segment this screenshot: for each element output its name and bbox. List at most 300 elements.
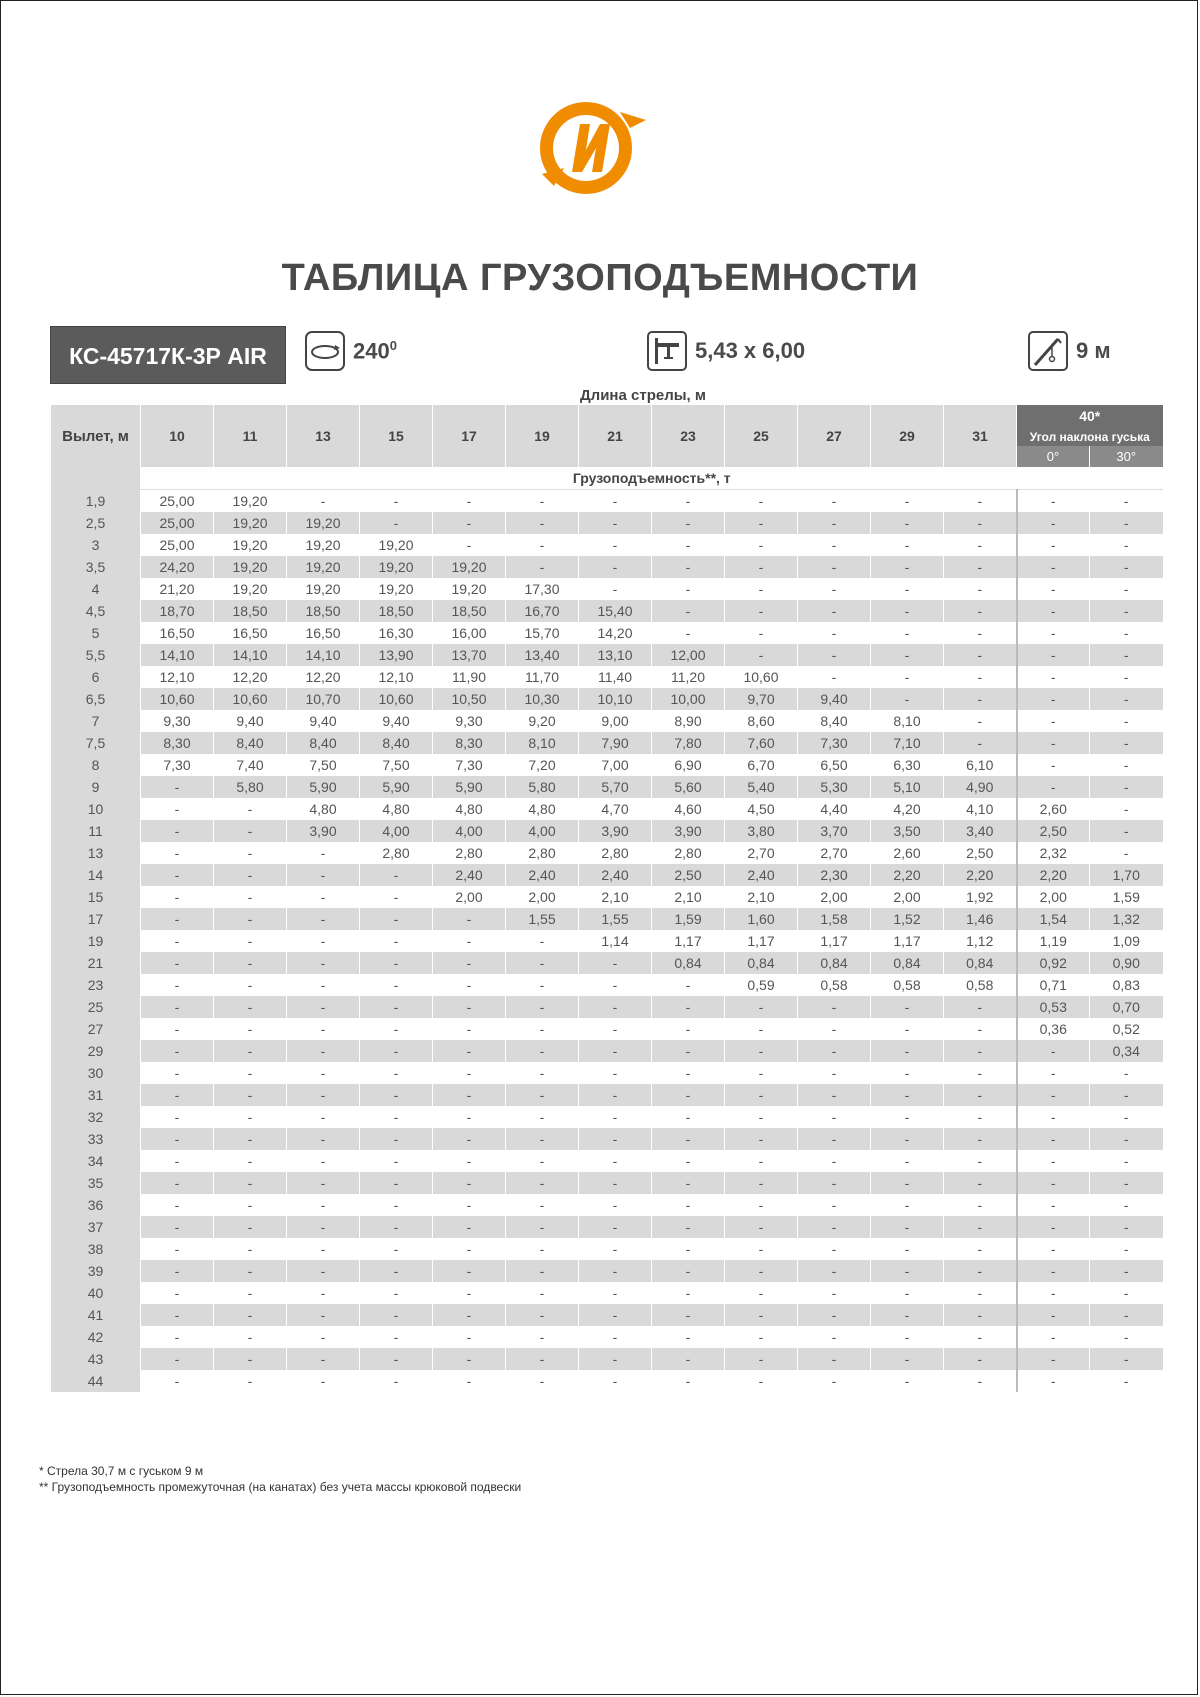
rotation-degree: 0 (389, 337, 397, 353)
jib-capacity-cell: 0,70 (1090, 996, 1163, 1018)
jib-capacity-cell: 1,09 (1090, 930, 1163, 952)
capacity-cell: - (871, 1084, 944, 1106)
capacity-cell: - (725, 1018, 798, 1040)
jib-capacity-cell: - (1017, 754, 1090, 776)
capacity-cell: - (725, 1172, 798, 1194)
capacity-cell: - (725, 512, 798, 534)
capacity-cell: 10,30 (506, 688, 579, 710)
capacity-cell: 0,58 (944, 974, 1017, 996)
capacity-cell: - (141, 930, 214, 952)
capacity-cell: - (214, 952, 287, 974)
capacity-cell: 5,60 (652, 776, 725, 798)
capacity-cell: - (433, 1216, 506, 1238)
capacity-cell: 12,20 (214, 666, 287, 688)
capacity-cell: - (798, 1084, 871, 1106)
capacity-cell: - (871, 534, 944, 556)
capacity-cell: 2,30 (798, 864, 871, 886)
capacity-cell: - (141, 1128, 214, 1150)
capacity-cell: - (506, 1282, 579, 1304)
capacity-cell: 19,20 (360, 556, 433, 578)
capacity-cell: 4,90 (944, 776, 1017, 798)
capacity-cell: - (871, 666, 944, 688)
capacity-cell: - (506, 996, 579, 1018)
jib-capacity-cell: - (1017, 1326, 1090, 1348)
capacity-cell: - (214, 1260, 287, 1282)
capacity-cell: - (944, 600, 1017, 622)
table-row (51, 864, 1163, 886)
jib-capacity-cell: 0,53 (1017, 996, 1090, 1018)
capacity-cell: - (579, 1128, 652, 1150)
capacity-cell: - (506, 1370, 579, 1392)
capacity-cell: - (433, 490, 506, 513)
capacity-cell: - (798, 490, 871, 513)
capacity-cell: - (944, 622, 1017, 644)
capacity-cell: 4,00 (360, 820, 433, 842)
jib-capacity-cell: - (1017, 1260, 1090, 1282)
jib-capacity-cell: - (1090, 1304, 1163, 1326)
capacity-cell: - (652, 578, 725, 600)
capacity-cell: - (579, 490, 652, 513)
jib-capacity-cell: - (1090, 1172, 1163, 1194)
jib-capacity-cell: - (1017, 534, 1090, 556)
capacity-cell: 7,60 (725, 732, 798, 754)
capacity-cell: - (433, 974, 506, 996)
table-row (51, 1106, 1163, 1128)
capacity-cell: - (506, 534, 579, 556)
capacity-cell: - (433, 1172, 506, 1194)
capacity-cell: 4,60 (652, 798, 725, 820)
capacity-cell: - (871, 1260, 944, 1282)
capacity-cell: - (287, 1106, 360, 1128)
capacity-cell: - (579, 534, 652, 556)
capacity-cell: - (141, 864, 214, 886)
table-row (51, 534, 1163, 556)
radius-cell: 3 (51, 534, 141, 556)
capacity-cell: - (360, 952, 433, 974)
capacity-cell: 18,50 (433, 600, 506, 622)
capacity-cell: 2,20 (944, 864, 1017, 886)
capacity-cell: - (360, 1282, 433, 1304)
capacity-cell: - (141, 1282, 214, 1304)
capacity-cell: - (944, 1260, 1017, 1282)
capacity-cell: - (141, 820, 214, 842)
capacity-cell: 7,50 (360, 754, 433, 776)
jib-capacity-cell: - (1090, 1216, 1163, 1238)
capacity-cell: - (579, 1238, 652, 1260)
capacity-cell: - (944, 1194, 1017, 1216)
rotation-value: 240 (353, 338, 390, 364)
boom-length-header: 10 (141, 405, 214, 467)
capacity-cell: - (141, 886, 214, 908)
table-row (51, 1062, 1163, 1084)
capacity-cell: - (871, 1040, 944, 1062)
capacity-cell: - (798, 644, 871, 666)
capacity-cell: - (506, 1040, 579, 1062)
jib-capacity-cell: - (1017, 1150, 1090, 1172)
capacity-cell: - (287, 1150, 360, 1172)
capacity-cell: 2,80 (579, 842, 652, 864)
capacity-cell: - (579, 1326, 652, 1348)
capacity-cell: 3,40 (944, 820, 1017, 842)
capacity-cell: 7,40 (214, 754, 287, 776)
table-row (51, 1194, 1163, 1216)
capacity-cell: 7,50 (287, 754, 360, 776)
table-row (51, 1150, 1163, 1172)
capacity-cell: 19,20 (287, 512, 360, 534)
capacity-cell: - (287, 974, 360, 996)
capacity-cell: - (506, 1260, 579, 1282)
footnote: * Стрела 30,7 м с гуськом 9 м (39, 1464, 204, 1478)
capacity-cell: - (433, 1084, 506, 1106)
capacity-cell: - (944, 1216, 1017, 1238)
jib-capacity-cell: 2,32 (1017, 842, 1090, 864)
capacity-cell: - (652, 1326, 725, 1348)
radius-cell: 9 (51, 776, 141, 798)
capacity-cell: 0,84 (798, 952, 871, 974)
model-badge: КС-45717К-3Р AIR (50, 326, 286, 384)
capacity-cell: - (433, 1128, 506, 1150)
radius-cell: 37 (51, 1216, 141, 1238)
capacity-cell: - (433, 1150, 506, 1172)
capacity-cell: 16,50 (141, 622, 214, 644)
capacity-cell: 1,58 (798, 908, 871, 930)
capacity-cell: - (944, 1282, 1017, 1304)
capacity-cell: 13,40 (506, 644, 579, 666)
radius-cell: 5 (51, 622, 141, 644)
jib-capacity-cell: - (1017, 600, 1090, 622)
capacity-cell: 8,30 (433, 732, 506, 754)
rotation-spec (305, 331, 397, 371)
capacity-cell: - (433, 1260, 506, 1282)
capacity-cell: - (944, 1348, 1017, 1370)
jib-capacity-cell: - (1017, 710, 1090, 732)
capacity-cell: - (579, 512, 652, 534)
radius-cell: 13 (51, 842, 141, 864)
capacity-cell: 11,90 (433, 666, 506, 688)
capacity-cell: 7,30 (141, 754, 214, 776)
radius-cell: 1,9 (51, 490, 141, 513)
capacity-label: Грузоподъемность**, т (141, 467, 1163, 490)
capacity-cell: - (506, 1304, 579, 1326)
capacity-cell: 16,70 (506, 600, 579, 622)
capacity-cell: 2,00 (871, 886, 944, 908)
capacity-cell: - (871, 622, 944, 644)
capacity-cell: 1,17 (652, 930, 725, 952)
capacity-cell: - (214, 908, 287, 930)
capacity-cell: - (506, 1018, 579, 1040)
table-row (51, 512, 1163, 534)
table-row (51, 556, 1163, 578)
jib-capacity-cell: - (1090, 556, 1163, 578)
capacity-cell: - (725, 1370, 798, 1392)
capacity-cell: - (287, 1084, 360, 1106)
capacity-cell: 14,10 (214, 644, 287, 666)
boom-length-header: 15 (360, 405, 433, 467)
table-row (51, 1040, 1163, 1062)
capacity-cell: - (798, 1238, 871, 1260)
capacity-cell: - (944, 1128, 1017, 1150)
capacity-cell: - (141, 1018, 214, 1040)
capacity-cell: - (360, 1326, 433, 1348)
capacity-cell: - (652, 1304, 725, 1326)
capacity-cell: 13,90 (360, 644, 433, 666)
capacity-cell: - (360, 864, 433, 886)
capacity-cell: - (360, 1348, 433, 1370)
jib-capacity-cell: - (1090, 578, 1163, 600)
capacity-cell: - (652, 556, 725, 578)
capacity-cell: - (141, 1172, 214, 1194)
capacity-cell: 14,10 (141, 644, 214, 666)
capacity-cell: - (871, 1370, 944, 1392)
capacity-cell: - (944, 1106, 1017, 1128)
capacity-cell: - (287, 490, 360, 513)
capacity-cell: - (360, 1128, 433, 1150)
capacity-cell: - (360, 1194, 433, 1216)
jib-capacity-cell: - (1017, 644, 1090, 666)
capacity-cell: - (798, 1282, 871, 1304)
capacity-cell: 8,10 (871, 710, 944, 732)
jib-capacity-cell: - (1090, 754, 1163, 776)
jib-capacity-cell: - (1090, 732, 1163, 754)
capacity-cell: - (433, 1304, 506, 1326)
capacity-cell: - (360, 1238, 433, 1260)
jib-capacity-cell: - (1090, 1326, 1163, 1348)
capacity-cell: - (141, 1238, 214, 1260)
jib-capacity-cell: - (1017, 1128, 1090, 1150)
capacity-cell: 1,17 (798, 930, 871, 952)
capacity-cell: 4,80 (433, 798, 506, 820)
capacity-cell: - (579, 1282, 652, 1304)
capacity-cell: 5,40 (725, 776, 798, 798)
jib-capacity-cell: - (1090, 1370, 1163, 1392)
table-row (51, 754, 1163, 776)
radius-header: Вылет, м (51, 405, 141, 467)
capacity-cell: - (360, 1172, 433, 1194)
capacity-cell: 13,10 (579, 644, 652, 666)
table-row (51, 798, 1163, 820)
capacity-cell: - (214, 1282, 287, 1304)
capacity-cell: 7,80 (652, 732, 725, 754)
capacity-cell: 8,40 (287, 732, 360, 754)
capacity-cell: - (944, 688, 1017, 710)
capacity-cell: 9,20 (506, 710, 579, 732)
capacity-cell: 2,80 (360, 842, 433, 864)
table-row (51, 820, 1163, 842)
capacity-cell: 3,90 (652, 820, 725, 842)
radius-cell: 29 (51, 1040, 141, 1062)
table-row (51, 490, 1163, 513)
capacity-cell: - (287, 1304, 360, 1326)
capacity-cell: - (506, 1238, 579, 1260)
capacity-cell: - (360, 1304, 433, 1326)
capacity-cell: - (287, 1260, 360, 1282)
boom-length-header: 21 (579, 405, 652, 467)
capacity-cell: - (798, 1040, 871, 1062)
capacity-cell: - (579, 1018, 652, 1040)
capacity-cell: 12,20 (287, 666, 360, 688)
capacity-cell: - (360, 974, 433, 996)
jib-capacity-cell: 1,54 (1017, 908, 1090, 930)
capacity-cell: 4,80 (287, 798, 360, 820)
capacity-cell: - (652, 1084, 725, 1106)
jib-group-header: 40* (1017, 405, 1163, 428)
table-row (51, 952, 1163, 974)
capacity-cell: - (725, 1304, 798, 1326)
capacity-cell: - (652, 490, 725, 513)
capacity-cell: - (141, 1304, 214, 1326)
capacity-cell: 3,90 (579, 820, 652, 842)
capacity-cell: 1,92 (944, 886, 1017, 908)
capacity-cell: - (287, 886, 360, 908)
jib-capacity-cell: - (1090, 688, 1163, 710)
capacity-cell: - (652, 1172, 725, 1194)
capacity-cell: - (214, 1128, 287, 1150)
capacity-cell: 0,58 (871, 974, 944, 996)
capacity-cell: - (506, 1084, 579, 1106)
capacity-cell: - (798, 512, 871, 534)
capacity-cell: - (579, 1172, 652, 1194)
capacity-cell: - (944, 1172, 1017, 1194)
capacity-cell: 5,90 (287, 776, 360, 798)
capacity-cell: - (433, 952, 506, 974)
capacity-cell: 2,40 (433, 864, 506, 886)
jib-capacity-cell: 0,90 (1090, 952, 1163, 974)
capacity-cell: - (214, 1150, 287, 1172)
capacity-cell: - (141, 1084, 214, 1106)
radius-cell: 34 (51, 1150, 141, 1172)
capacity-cell: - (141, 1106, 214, 1128)
capacity-cell: - (287, 1018, 360, 1040)
capacity-cell: - (214, 1370, 287, 1392)
jib-value: 9 м (1076, 338, 1111, 363)
jib-capacity-cell: - (1090, 710, 1163, 732)
radius-cell: 6 (51, 666, 141, 688)
capacity-cell: - (579, 1304, 652, 1326)
capacity-cell: 19,20 (214, 490, 287, 513)
capacity-cell: - (725, 600, 798, 622)
capacity-cell: - (652, 996, 725, 1018)
capacity-cell: - (579, 1150, 652, 1172)
table-row (51, 1304, 1163, 1326)
capacity-cell: - (579, 952, 652, 974)
capacity-cell: - (506, 1348, 579, 1370)
capacity-cell: 9,40 (360, 710, 433, 732)
capacity-cell: - (214, 1172, 287, 1194)
capacity-cell: 6,90 (652, 754, 725, 776)
capacity-cell: - (287, 996, 360, 1018)
jib-capacity-cell: - (1017, 1238, 1090, 1260)
capacity-cell: - (141, 1194, 214, 1216)
capacity-cell: - (798, 600, 871, 622)
capacity-cell: 9,30 (141, 710, 214, 732)
capacity-cell: - (287, 1172, 360, 1194)
capacity-cell: - (652, 1106, 725, 1128)
capacity-cell: - (214, 1238, 287, 1260)
capacity-cell: - (579, 1040, 652, 1062)
capacity-cell: 19,20 (360, 534, 433, 556)
capacity-cell: 3,50 (871, 820, 944, 842)
radius-cell: 39 (51, 1260, 141, 1282)
capacity-cell: - (871, 1326, 944, 1348)
capacity-cell: - (798, 1216, 871, 1238)
boom-length-header: 25 (725, 405, 798, 467)
jib-capacity-cell: - (1090, 644, 1163, 666)
capacity-cell: - (287, 864, 360, 886)
capacity-cell: 16,30 (360, 622, 433, 644)
capacity-cell: - (944, 1018, 1017, 1040)
capacity-cell: - (141, 1260, 214, 1282)
boom-length-header: 17 (433, 405, 506, 467)
capacity-cell: 8,10 (506, 732, 579, 754)
capacity-cell: 3,80 (725, 820, 798, 842)
capacity-cell: - (944, 996, 1017, 1018)
capacity-cell: 5,70 (579, 776, 652, 798)
table-row (51, 732, 1163, 754)
radius-cell: 30 (51, 1062, 141, 1084)
capacity-cell: - (944, 1150, 1017, 1172)
jib-capacity-cell: 1,59 (1090, 886, 1163, 908)
capacity-cell: - (360, 512, 433, 534)
jib-capacity-cell: - (1017, 732, 1090, 754)
capacity-cell: 5,80 (214, 776, 287, 798)
capacity-cell: - (798, 1062, 871, 1084)
capacity-cell: - (287, 1062, 360, 1084)
boom-length-header: 23 (652, 405, 725, 467)
capacity-cell: - (798, 1260, 871, 1282)
table-body (51, 490, 1163, 1393)
jib-spec (1028, 331, 1111, 371)
capacity-cell: - (360, 1084, 433, 1106)
capacity-cell: 1,14 (579, 930, 652, 952)
radius-cell: 3,5 (51, 556, 141, 578)
jib-capacity-cell: - (1017, 1304, 1090, 1326)
capacity-cell: 16,50 (214, 622, 287, 644)
capacity-cell: - (506, 512, 579, 534)
capacity-cell: - (433, 930, 506, 952)
capacity-cell: - (798, 1194, 871, 1216)
capacity-cell: 25,00 (141, 534, 214, 556)
capacity-cell: - (725, 622, 798, 644)
capacity-cell: - (506, 1326, 579, 1348)
boom-length-label: Длина стрелы, м (580, 387, 706, 404)
capacity-cell: - (506, 1128, 579, 1150)
capacity-cell: 13,70 (433, 644, 506, 666)
capacity-cell: 7,10 (871, 732, 944, 754)
capacity-cell: - (141, 996, 214, 1018)
boom-length-header: 27 (798, 405, 871, 467)
boom-length-header: 31 (944, 405, 1017, 467)
capacity-cell: 9,40 (287, 710, 360, 732)
capacity-cell: 2,00 (798, 886, 871, 908)
jib-capacity-cell: - (1090, 512, 1163, 534)
capacity-cell: - (725, 1150, 798, 1172)
capacity-cell: - (944, 710, 1017, 732)
capacity-cell: - (506, 1062, 579, 1084)
capacity-cell: - (944, 1040, 1017, 1062)
capacity-cell: - (944, 1370, 1017, 1392)
capacity-cell: - (944, 644, 1017, 666)
capacity-cell: - (214, 1326, 287, 1348)
capacity-cell: - (725, 534, 798, 556)
radius-cell: 7,5 (51, 732, 141, 754)
capacity-cell: - (871, 1150, 944, 1172)
capacity-cell: - (579, 578, 652, 600)
capacity-cell: - (944, 732, 1017, 754)
capacity-cell: 0,59 (725, 974, 798, 996)
jib-capacity-cell: - (1090, 1194, 1163, 1216)
capacity-cell: - (287, 908, 360, 930)
capacity-cell: 18,50 (360, 600, 433, 622)
